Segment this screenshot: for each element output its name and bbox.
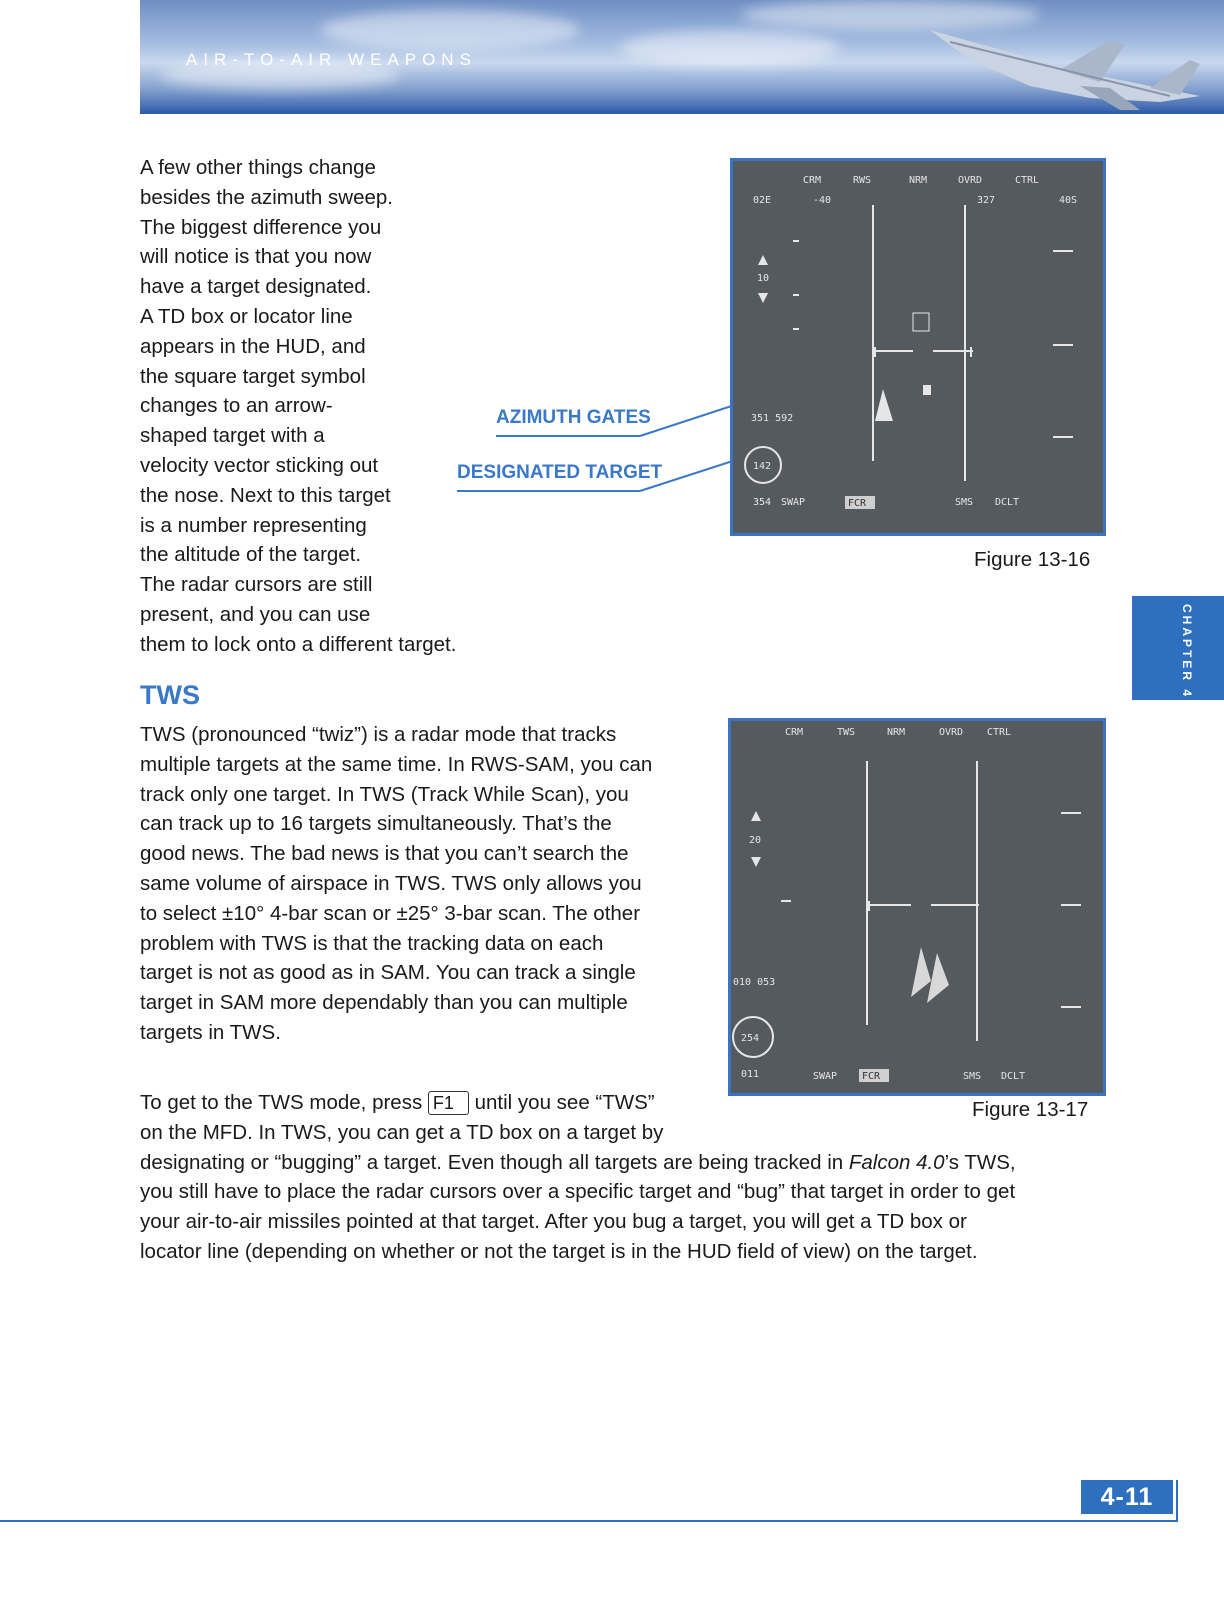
text-line: problem with TWS is that the tracking data on each [140, 931, 604, 955]
text-span: until you see “TWS” [474, 1091, 655, 1114]
text-line: target in SAM more dependably than you can multiple [140, 991, 628, 1015]
scale-readout: 20 [749, 835, 762, 846]
readout-text: 02E [753, 195, 772, 206]
f1-key: F1 [428, 1091, 469, 1115]
fighter-jet-image [910, 0, 1224, 110]
footer-divider-end [1176, 1480, 1178, 1522]
scale-readout: 10 [757, 273, 770, 284]
osb-label: TWS [837, 727, 856, 738]
mfd-figure-13-17 [728, 718, 1106, 1096]
chapter-label: CHAPTER 4 [1180, 604, 1194, 700]
osb-label: SWAP [813, 1071, 838, 1082]
text-line: will notice is that you now [140, 245, 372, 269]
readout-text: -40 [813, 195, 832, 206]
text-line: have a target designated. [140, 275, 372, 299]
text-line: besides the azimuth sweep. [140, 185, 393, 209]
header-divider [140, 111, 1224, 114]
osb-label: FCR [848, 498, 867, 509]
text-line: A few other things change [140, 156, 376, 179]
text-span: ’s TWS, [944, 1150, 1016, 1174]
text-line: is a number representing [140, 513, 367, 537]
tws-paragraph [140, 720, 700, 1048]
osb-label: SMS [955, 497, 974, 508]
osb-label: NRM [887, 727, 906, 738]
text-line: TWS (pronounced “twiz”) is a radar mode that tracks [140, 723, 617, 746]
text-line: the nose. Next to this target [140, 483, 391, 507]
mfd-figure-13-16 [730, 158, 1106, 536]
text-line: track only one target. In TWS (Track While Scan), you [140, 782, 629, 806]
osb-label: FCR [862, 1071, 881, 1082]
text-line: the altitude of the target. [140, 543, 362, 567]
bearing-readout: 351 592 [751, 413, 794, 424]
text-line [140, 1148, 1100, 1178]
text-line: good news. The bad news is that you can’t search the [140, 842, 629, 866]
text-line: on the MFD. In TWS, you can get a TD box on a target by [140, 1120, 664, 1144]
readout-text: 011 [741, 1069, 760, 1080]
text-line: can track up to 16 targets simultaneously. That’s the [140, 812, 612, 836]
osb-label: RWS [853, 175, 872, 186]
text-span: designating or “bugging” a target. Even though all targets are being tracked in [140, 1150, 844, 1174]
product-title: Falcon 4.0 [848, 1150, 945, 1174]
osb-label: DCLT [1001, 1071, 1026, 1082]
range-circle-readout: 142 [753, 461, 772, 472]
osb-label: CRM [803, 175, 822, 186]
section-heading-tws: TWS [140, 680, 200, 710]
text-line: A TD box or locator line [140, 304, 353, 328]
text-line: same volume of airspace in TWS. TWS only allows you [140, 871, 642, 895]
osb-label: NRM [909, 175, 928, 186]
callout-azimuth-gates: AZIMUTH GATES [496, 407, 651, 428]
text-line: multiple targets at the same time. In RWS-SAM, you can [140, 752, 653, 776]
readout-text: 354 [753, 497, 772, 508]
osb-label: SWAP [781, 497, 806, 508]
osb-label: DCLT [995, 497, 1020, 508]
bearing-readout: 010 053 [733, 977, 776, 988]
text-line: velocity vector sticking out [140, 453, 379, 477]
chapter-tab [1132, 596, 1224, 700]
osb-label: CRM [785, 727, 804, 738]
osb-label: OVRD [958, 175, 983, 186]
text-line: them to lock onto a different target. [140, 632, 457, 656]
text-line: The biggest difference you [140, 215, 382, 239]
figure-caption-13-17: Figure 13-17 [972, 1098, 1089, 1121]
text-line: the square target symbol [140, 364, 366, 388]
text-line: locator line (depending on whether or not the target is in the HUD field of view) on the target. [140, 1239, 978, 1263]
text-span: To get to the TWS mode, press [140, 1091, 423, 1114]
osb-label: CTRL [987, 727, 1012, 738]
figure-caption-13-16: Figure 13-16 [974, 548, 1091, 571]
header-title: AIR-TO-AIR WEAPONS [186, 50, 477, 69]
osb-label: SMS [963, 1071, 982, 1082]
footer-divider [0, 1520, 1178, 1522]
callout-designated-target: DESIGNATED TARGET [457, 462, 663, 483]
text-line: your air-to-air missiles pointed at that target. After you bug a target, you will get a TD box or [140, 1210, 967, 1234]
text-line: to select ±10° 4-bar scan or ±25° 3-bar scan. The other [140, 901, 641, 925]
text-line [140, 1088, 1100, 1118]
text-line: present, and you can use [140, 602, 371, 626]
tws-mode-paragraph [140, 1088, 1100, 1267]
text-line: changes to an arrow- [140, 394, 333, 418]
text-line: appears in the HUD, and [140, 334, 366, 358]
text-line: you still have to place the radar cursors over a specific target and “bug” that target in order to get [140, 1180, 1016, 1204]
text-line: target is not as good as in SAM. You can track a single [140, 961, 636, 985]
readout-text: 40S [1059, 195, 1078, 206]
osb-label: OVRD [939, 727, 964, 738]
range-circle-readout: 254 [741, 1033, 760, 1044]
page-number: 4-11 [1081, 1480, 1173, 1514]
text-line: The radar cursors are still [140, 573, 373, 597]
readout-text: 327 [977, 195, 996, 206]
osb-label: CTRL [1015, 175, 1040, 186]
text-line: shaped target with a [140, 424, 325, 448]
text-line: targets in TWS. [140, 1020, 281, 1044]
